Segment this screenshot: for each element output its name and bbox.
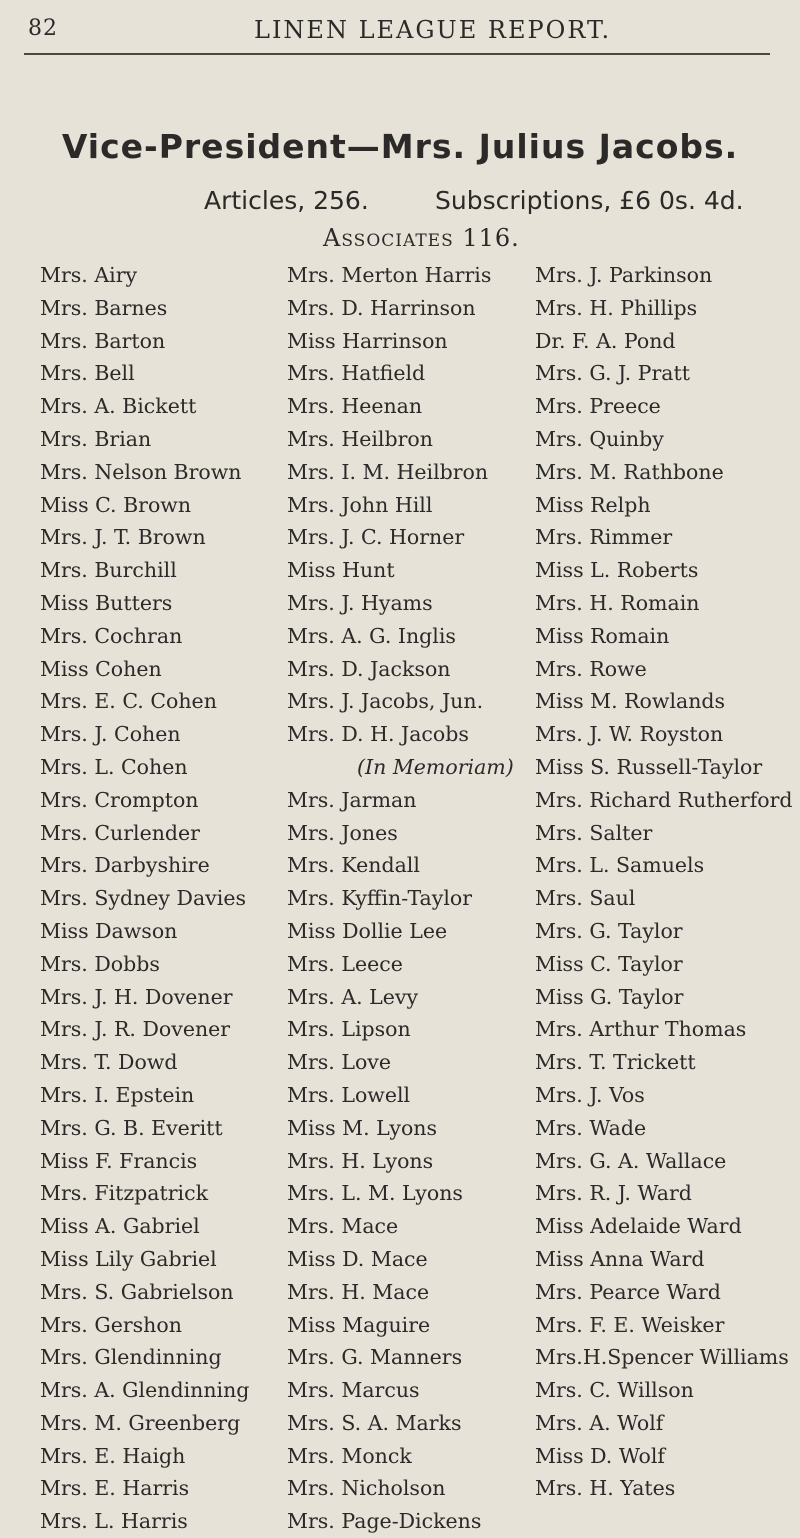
member-name: Mrs. L. Cohen <box>40 754 188 779</box>
member-name: Mrs. Burchill <box>40 558 177 583</box>
member-name: Mrs. J. R. Dovener <box>40 1017 231 1042</box>
member-name: Mrs. A. Levy <box>287 984 419 1009</box>
member-name: Mrs. L. Harris <box>40 1509 188 1534</box>
member-name: Mrs. Rimmer <box>535 525 673 550</box>
member-name: Mrs. A. Wolf <box>535 1410 664 1435</box>
member-name: Mrs. G. A. Wallace <box>535 1148 727 1173</box>
page-number: 82 <box>28 16 58 41</box>
associates-heading: Associates 116. <box>323 224 520 252</box>
member-name: Miss Dawson <box>40 918 178 943</box>
member-name: Mrs. Crompton <box>40 787 199 812</box>
member-name: Mrs. G. Manners <box>287 1345 463 1370</box>
articles-count: Articles, 256. <box>204 186 369 215</box>
member-name: Mrs. T. Dowd <box>40 1050 178 1075</box>
member-name: Mrs. Page-Dickens <box>287 1509 482 1534</box>
associates-column-1 <box>40 259 249 1538</box>
associates-column-3 <box>535 259 793 1505</box>
member-name: Mrs. S. Gabrielson <box>40 1279 234 1304</box>
member-name: Mrs. E. Haigh <box>40 1443 186 1468</box>
member-name: Miss G. Taylor <box>535 984 684 1009</box>
memoriam-note: (In Memoriam) <box>357 754 514 779</box>
member-name: Miss Relph <box>535 492 651 517</box>
member-name: Mrs. L. M. Lyons <box>287 1181 463 1206</box>
member-name: Mrs. Saul <box>535 886 636 911</box>
member-name: Mrs. H. Romain <box>535 590 700 615</box>
member-name: Mrs. Gershon <box>40 1312 182 1337</box>
member-name: Miss M. Rowlands <box>535 689 726 714</box>
member-name: Mrs. Barnes <box>40 295 168 320</box>
member-name: Mrs. J. Parkinson <box>535 263 713 287</box>
member-name: Mrs. M. Greenberg <box>40 1410 241 1435</box>
member-name: Mrs. Nicholson <box>287 1476 446 1501</box>
member-name: Mrs. H. Mace <box>287 1279 430 1304</box>
member-name: Mrs. John Hill <box>287 492 433 517</box>
member-name: Mrs. J. Cohen <box>40 722 181 747</box>
member-name: Mrs. Glendinning <box>40 1345 222 1370</box>
member-name: Mrs. Monck <box>287 1443 412 1468</box>
member-name: Mrs. Pearce Ward <box>535 1279 721 1304</box>
member-name: Mrs.H.Spencer Williams <box>535 1345 789 1370</box>
member-name: Mrs. J. Hyams <box>287 590 433 615</box>
member-name: Mrs. Quinby <box>535 426 664 451</box>
member-name: Mrs. A. G. Inglis <box>287 623 456 648</box>
member-name: Miss D. Wolf <box>535 1443 666 1468</box>
member-name: Mrs. G. J. Pratt <box>535 361 690 386</box>
member-name: Miss Maguire <box>287 1312 431 1337</box>
member-name: Miss L. Roberts <box>535 558 699 583</box>
member-name: Mrs. S. A. Marks <box>287 1410 462 1435</box>
member-name: Mrs. H. Lyons <box>287 1148 434 1173</box>
member-name: Mrs. Heenan <box>287 394 423 419</box>
member-name: Miss C. Taylor <box>535 951 683 976</box>
member-name: Mrs. Merton Harris <box>287 263 492 287</box>
member-name: Mrs. M. Rathbone <box>535 459 724 484</box>
member-name: Mrs. Arthur Thomas <box>535 1017 747 1042</box>
member-name: Mrs. G. B. Everitt <box>40 1115 223 1140</box>
member-name: Mrs. D. Jackson <box>287 656 451 681</box>
member-name: Miss M. Lyons <box>287 1115 438 1140</box>
member-name: Mrs. D. H. Jacobs <box>287 722 469 747</box>
member-name: Mrs. Darbyshire <box>40 853 210 878</box>
member-name: Mrs. H. Yates <box>535 1476 676 1501</box>
member-name: Miss Harrinson <box>287 328 448 353</box>
member-name: Miss Hunt <box>287 558 395 583</box>
member-name: Mrs. Cochran <box>40 623 183 648</box>
member-name: Mrs. D. Harrinson <box>287 295 476 320</box>
member-name: Mrs. R. J. Ward <box>535 1181 692 1206</box>
member-name: Miss S. Russell-Taylor <box>535 754 763 779</box>
member-name: Mrs. Richard Rutherford <box>535 787 793 812</box>
member-name: Miss Romain <box>535 623 670 648</box>
associates-column-2 <box>287 259 514 1538</box>
member-name: Mrs. A. Glendinning <box>40 1378 250 1403</box>
member-name: Dr. F. A. Pond <box>535 328 676 353</box>
member-name: Mrs. Sydney Davies <box>40 886 246 911</box>
member-name: Mrs. Jones <box>287 820 398 845</box>
member-name: Miss F. Francis <box>40 1148 198 1173</box>
member-name: Mrs. T. Trickett <box>535 1050 696 1075</box>
member-name: Mrs. C. Willson <box>535 1378 694 1403</box>
member-name: Mrs. Barton <box>40 328 166 353</box>
member-name: Miss Butters <box>40 590 173 615</box>
member-name: Mrs. Kendall <box>287 853 420 878</box>
member-name: Mrs. A. Bickett <box>40 394 197 419</box>
member-name: Mrs. Curlender <box>40 820 200 845</box>
member-name: Mrs. Salter <box>535 820 653 845</box>
member-name: Mrs. J. Jacobs, Jun. <box>287 689 484 714</box>
member-name: Mrs. Kyffin-Taylor <box>287 886 473 911</box>
member-name: Mrs. J. H. Dovener <box>40 984 233 1009</box>
member-name: Miss Lily Gabriel <box>40 1246 217 1271</box>
member-name: Miss D. Mace <box>287 1246 428 1271</box>
member-name: Mrs. Heilbron <box>287 426 433 451</box>
member-name: Mrs. Fitzpatrick <box>40 1181 209 1206</box>
member-name: Mrs. F. E. Weisker <box>535 1312 725 1337</box>
member-name: Mrs. Hatfield <box>287 361 426 386</box>
member-name: Mrs. E. Harris <box>40 1476 190 1501</box>
member-name: Miss Dollie Lee <box>287 918 448 943</box>
subscriptions-total: Subscriptions, £6 0s. 4d. <box>435 186 744 215</box>
member-name: Mrs. I. M. Heilbron <box>287 459 489 484</box>
running-head: LINEN LEAGUE REPORT. <box>254 16 612 44</box>
member-name: Mrs. Airy <box>40 263 138 287</box>
header-rule <box>24 53 770 55</box>
member-name: Mrs. Jarman <box>287 787 417 812</box>
member-name: Mrs. Dobbs <box>40 951 160 976</box>
member-name: Mrs. L. Samuels <box>535 853 705 878</box>
member-name: Mrs. Mace <box>287 1214 399 1239</box>
member-name: Mrs. E. C. Cohen <box>40 689 217 714</box>
member-name: Miss Cohen <box>40 656 162 681</box>
member-name: Miss C. Brown <box>40 492 192 517</box>
member-name: Mrs. I. Epstein <box>40 1082 195 1107</box>
member-name: Miss Adelaide Ward <box>535 1214 742 1239</box>
member-name: Mrs. Brian <box>40 426 152 451</box>
member-name: Mrs. Lowell <box>287 1082 411 1107</box>
member-name: Mrs. Nelson Brown <box>40 459 242 484</box>
member-name: Mrs. Wade <box>535 1115 647 1140</box>
member-name: Mrs. Leece <box>287 951 403 976</box>
section-title: Vice-President—Mrs. Julius Jacobs. <box>61 127 739 166</box>
member-name: Mrs. J. C. Horner <box>287 525 465 550</box>
member-name: Mrs. J. T. Brown <box>40 525 206 550</box>
member-name: Mrs. Bell <box>40 361 135 386</box>
member-name: Miss Anna Ward <box>535 1246 705 1271</box>
member-name: Mrs. J. Vos <box>535 1082 645 1107</box>
member-name: Mrs. G. Taylor <box>535 918 683 943</box>
member-name: Miss A. Gabriel <box>40 1214 200 1239</box>
member-name: Mrs. Marcus <box>287 1378 420 1403</box>
member-name: Mrs. J. W. Royston <box>535 722 724 747</box>
member-name: Mrs. Love <box>287 1050 392 1075</box>
member-name: Mrs. Rowe <box>535 656 647 681</box>
member-name: Mrs. Preece <box>535 394 661 419</box>
member-name: Mrs. Lipson <box>287 1017 411 1042</box>
member-name: Mrs. H. Phillips <box>535 295 698 320</box>
